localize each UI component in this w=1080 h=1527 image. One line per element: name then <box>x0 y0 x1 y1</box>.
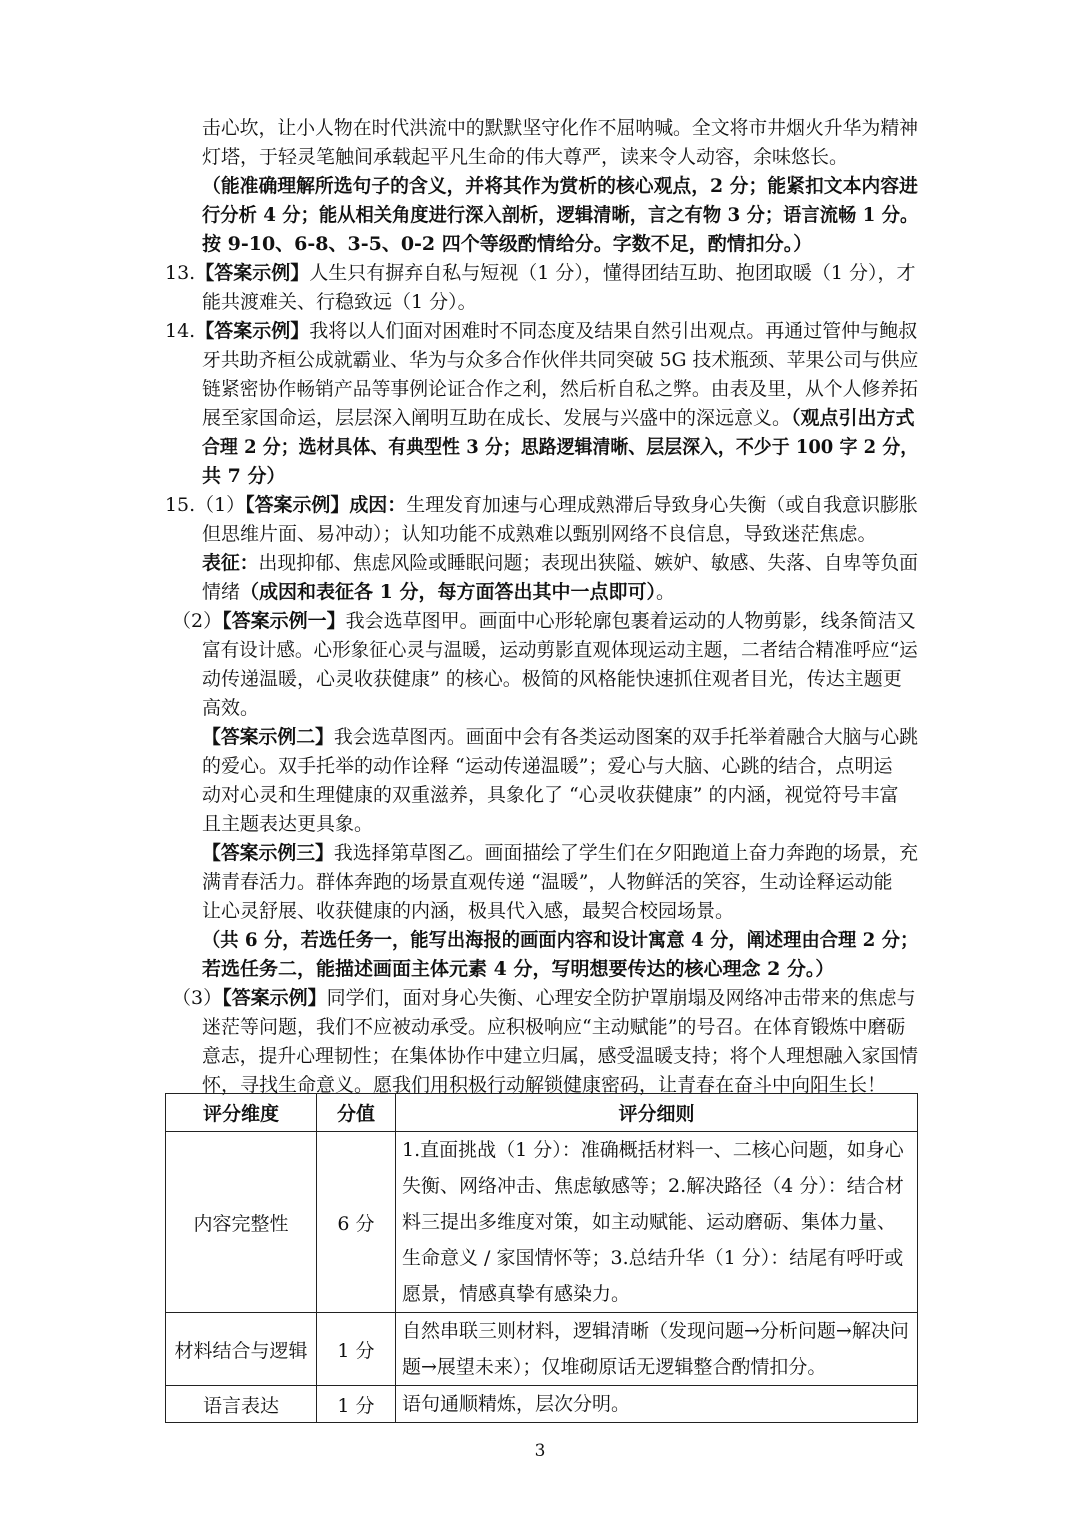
bold-text-span: 【答案示例】 <box>195 262 310 284</box>
text-line <box>202 694 259 723</box>
bold-text-span: （成因和表征各 1 分，每方面答出其中一点即可） <box>240 581 656 603</box>
text-line <box>202 723 918 752</box>
bold-text-span: 【答案示例二】 <box>202 726 334 748</box>
text-span: 动对心灵和生理健康的双重滋养，具象化了 “心灵收获健康” 的内涵，视觉符号丰富 <box>202 784 899 806</box>
table-row <box>166 1313 918 1386</box>
row-dimension: 内容完整性 <box>166 1132 317 1313</box>
text-line <box>202 1013 905 1042</box>
text-span: 怀，寻找生命意义。愿我们用积极行动解锁健康密码，让青春在奋斗中向阳生长！ <box>202 1074 887 1096</box>
text-span: 链紧密协作畅销产品等事例论证合作之利，然后析自私之弊。由表及里，从个人修养拓 <box>202 378 919 400</box>
text-line <box>202 172 918 201</box>
text-line <box>202 578 675 607</box>
row-dimension: 材料结合与逻辑 <box>166 1313 317 1386</box>
text-span: 13. <box>165 262 196 284</box>
row-detail: 自然串联三则材料，逻辑清晰（发现问题→分析问题→解决问题→展望未来）；仅堆砌原话无逻辑整合酌情扣分。 <box>396 1313 918 1386</box>
text-span: 我会选草图甲。画面中心形轮廓包裹着运动的人物剪影，线条简洁又 <box>345 610 916 632</box>
table-row <box>166 1132 918 1313</box>
text-line <box>172 607 916 636</box>
row-detail: 语句通顺精炼，层次分明。 <box>396 1386 918 1423</box>
bold-text-span: 行分析 4 分；能从相关角度进行深入剖析，逻辑清晰，言之有物 3 分；语言流畅 1 分。 <box>202 204 919 226</box>
row-score: 1 分 <box>317 1313 396 1386</box>
table-header-row <box>166 1094 918 1132</box>
text-span: 能共渡难关、行稳致远（1 分）。 <box>202 291 477 313</box>
text-line <box>165 491 918 520</box>
text-span: 牙共助齐桓公成就霸业、华为与众多合作伙伴共同突破 5G 技术瓶颈、苹果公司与供应 <box>202 349 919 371</box>
text-line <box>202 346 918 375</box>
table-row <box>166 1386 918 1423</box>
bold-text-span: 若选任务二，能描述画面主体元素 4 分，写明想要传达的核心理念 2 分。） <box>202 958 835 980</box>
text-line <box>202 375 918 404</box>
header-score: 分值 <box>317 1094 396 1132</box>
text-line <box>202 288 477 317</box>
text-span: （2） <box>172 610 223 632</box>
row-detail: 1.直面挑战（1 分）：准确概括材料一、二核心问题，如身心失衡、网络冲击、焦虑敏感等；2.解决路径（4 分）：结合材料三提出多维度对策，如主动赋能、运动磨砺、集体力量、生命意义 / 家国情怀等；3.总结升华（1 分）：结尾有呼吁或愿景，情感真挚有感染力。 <box>396 1132 918 1313</box>
text-line <box>172 984 916 1013</box>
text-span: （3） <box>172 987 223 1009</box>
header-dimension: 评分维度 <box>166 1094 317 1132</box>
bold-text-span: 【答案示例】 <box>222 987 327 1009</box>
text-span: 情绪 <box>202 581 241 603</box>
text-line <box>202 143 848 172</box>
text-span: 同学们，面对身心失衡、心理安全防护罩崩塌及网络冲击带来的焦虑与 <box>326 987 916 1009</box>
bold-text-span: （共 6 分，若选任务一，能写出海报的画面内容和设计寓意 4 分，阐述理由合理 2 分； <box>202 929 919 951</box>
text-line <box>202 636 918 665</box>
bold-text-span: （能准确理解所选句子的含义，并将其作为赏析的核心观点，2 分；能紧扣文本内容进 <box>202 175 918 197</box>
text-span: 高效。 <box>202 697 260 719</box>
text-span: 我会选草图丙。画面中会有各类运动图案的双手托举着融合大脑与心跳 <box>333 726 919 748</box>
text-line <box>202 926 918 955</box>
text-span: 出现抑郁、焦虑风险或睡眠问题；表现出狭隘、嫉妒、敏感、失落、自卑等负面 <box>258 552 919 574</box>
bold-text-span: 【答案示例】成因： <box>245 494 407 516</box>
text-span: 。 <box>655 581 675 603</box>
text-line <box>202 665 902 694</box>
bold-text-span: 合理 2 分；选材具体、有典型性 3 分；思路逻辑清晰、层层深入，不少于 100 字 2 分， <box>202 436 919 458</box>
text-span: 让心灵舒展、收获健康的内涵，极具代入感，最契合校园场景。 <box>202 900 735 922</box>
bold-text-span: 共 7 分） <box>202 465 286 487</box>
text-line <box>202 955 834 984</box>
bold-text-span: 按 9-10、6-8、3-5、0-2 四个等级酌情给分。字数不足，酌情扣分。） <box>202 233 813 255</box>
text-span: 意志，提升心理韧性；在集体协作中建立归属，感受温暖支持；将个人理想融入家国情 <box>202 1045 919 1067</box>
text-span: 且主题表达更具象。 <box>202 813 374 835</box>
text-line <box>202 1042 918 1071</box>
text-line <box>202 549 918 578</box>
text-line <box>202 897 734 926</box>
row-dimension: 语言表达 <box>166 1386 317 1423</box>
text-span: 人生只有摒弃自私与短视（1 分），懂得团结互助、抱团取暖（1 分），才 <box>309 262 916 284</box>
text-line <box>202 230 812 259</box>
text-line <box>202 810 373 839</box>
text-span: 生理发育加速与心理成熟滞后导致身心失衡（或自我意识膨胀 <box>406 494 918 516</box>
bold-text-span: 【答案示例一】 <box>222 610 346 632</box>
text-span: 满青春活力。群体奔跑的场景直观传递 “温暖”，人物鲜活的笑容，生动诠释运动能 <box>202 871 893 893</box>
text-line <box>202 462 285 491</box>
text-line <box>202 868 892 897</box>
text-span: 灯塔，于轻灵笔触间承载起平凡生命的伟大尊严，读来令人动容，余味悠长。 <box>202 146 849 168</box>
text-span: 但思维片面、易冲动）；认知功能不成熟难以甄别网络不良信息，导致迷茫焦虑。 <box>202 523 877 545</box>
text-line <box>165 317 917 346</box>
text-line <box>202 404 915 433</box>
bold-text-span: （观点引出方式 <box>791 407 915 429</box>
text-line <box>202 201 918 230</box>
bold-text-span: 【答案示例三】 <box>202 842 334 864</box>
scoring-rubric-table <box>165 1093 918 1423</box>
header-detail: 评分细则 <box>396 1094 918 1132</box>
text-line <box>202 839 918 868</box>
text-span: 15.（1） <box>165 494 246 516</box>
text-span: 击心坎，让小人物在时代洪流中的默默坚守化作不屈呐喊。全文将市井烟火升华为精神 <box>202 117 919 139</box>
row-score: 1 分 <box>317 1386 396 1423</box>
text-span: 14. <box>165 320 196 342</box>
text-span: 的爱心。双手托举的动作诠释 “运动传递温暖”；爱心与大脑、心跳的结合，点明运 <box>202 755 893 777</box>
text-span: 我选择第草图乙。画面描绘了学生们在夕阳跑道上奋力奔跑的场景，充 <box>333 842 919 864</box>
text-line <box>202 114 918 143</box>
text-line <box>202 433 918 462</box>
text-span: 我将以人们面对困难时不同态度及结果自然引出观点。再通过管仲与鲍叔 <box>309 320 918 342</box>
page-number: 3 <box>534 1441 546 1461</box>
bold-text-span: 【答案示例】 <box>195 320 310 342</box>
text-span: 动传递温暖，心灵收获健康” 的核心。极简的风格能快速抓住观者目光，传达主题更 <box>202 668 902 690</box>
bold-text-span: 表征： <box>202 552 259 574</box>
text-line <box>202 781 899 810</box>
row-score: 6 分 <box>317 1132 396 1313</box>
text-span: 迷茫等问题，我们不应被动承受。应积极响应“主动赋能”的号召。在体育锻炼中磨砺 <box>202 1016 906 1038</box>
text-span: 富有设计感。心形象征心灵与温暖，运动剪影直观体现运动主题，二者结合精准呼应“运 <box>202 639 918 661</box>
text-line <box>202 520 877 549</box>
text-line <box>165 259 916 288</box>
text-line <box>202 752 892 781</box>
text-span: 展至家国命运，层层深入阐明互助在成长、发展与兴盛中的深远意义。 <box>202 407 792 429</box>
